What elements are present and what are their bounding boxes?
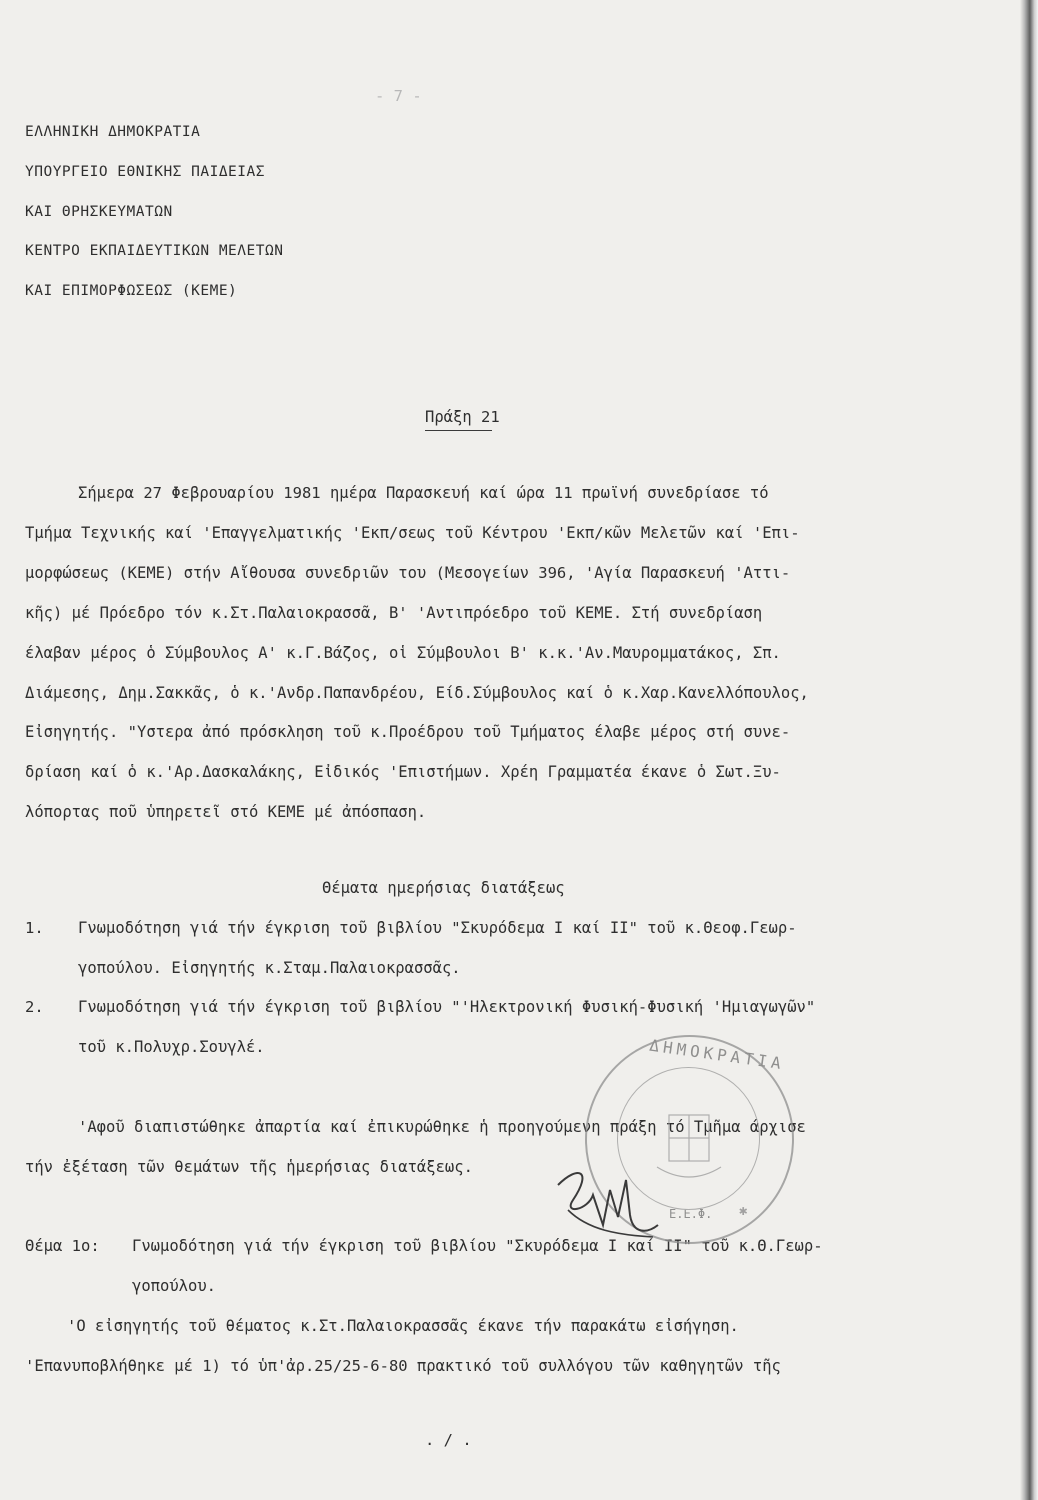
- intro-line-3: μορφώσεως (ΚΕΜΕ) στήν Αἴθουσα συνεδριῶν του (Μεσογείων 396, 'Αγία Παρασκευή 'Αττι-: [25, 564, 791, 582]
- quorum-line-1: 'Αφοῦ διαπιστώθηκε ἀπαρτία καί ἐπικυρώθηκε ἡ προηγούμενη πράξη τό Τμῆμα άρχισε: [78, 1118, 806, 1136]
- agenda-item-2-line-1: Γνωμοδότηση γιά τήν έγκριση τοῦ βιβλίου "'Ηλεκτρονική Φυσική-Φυσική 'Ημιαγωγῶν": [78, 998, 816, 1016]
- page-binding-edge: [1020, 0, 1038, 1500]
- signature-icon: [548, 1155, 668, 1245]
- header-line-4: ΚΕΝΤΡΟ ΕΚΠΑΙΔΕΥΤΙΚΩΝ ΜΕΛΕΤΩΝ: [25, 243, 284, 259]
- intro-line-7: Εἰσηγητής. "Υστερα ἀπό πρόσκληση τοῦ κ.Προέδρου τοῦ Τμήματος έλαβε μέρος στή συνε-: [25, 723, 791, 741]
- header-line-5: ΚΑΙ ΕΠΙΜΟΡΦΩΣΕΩΣ (ΚΕΜΕ): [25, 283, 238, 299]
- intro-line-5: έλαβαν μέρος ὁ Σύμβουλος Α' κ.Γ.Βάζος, οἱ Σύμβουλοι Β' κ.κ.'Αν.Μαυρομματάκος, Σπ.: [25, 644, 781, 662]
- continuation-mark: . / .: [425, 1431, 472, 1449]
- quorum-line-2: τήν ἐξέταση τῶν θεμάτων τῆς ἡμερήσιας διατάξεως.: [25, 1158, 473, 1176]
- intro-line-8: δρίαση καί ὁ κ.'Αρ.Δασκαλάκης, Εἰδικός 'Επιστήμων. Χρέη Γραμματέα έκανε ὁ Σωτ.Ξυ-: [25, 763, 781, 781]
- topic-1-label: Θέμα 1ο:: [25, 1237, 100, 1255]
- topic-1-line-1: Γνωμοδότηση γιά τήν έγκριση τοῦ βιβλίου "Σκυρόδεμα Ι καί ΙΙ" τοῦ κ.Θ.Γεωρ-: [132, 1237, 823, 1255]
- topic-1-line-2: γοπούλου.: [132, 1277, 216, 1295]
- closing-line-1: 'Ο εἰσηγητής τοῦ θέματος κ.Στ.Παλαιοκρασσᾶς έκανε τήν παρακάτω εἰσήγηση.: [67, 1317, 739, 1335]
- svg-text:✱: ✱: [739, 1203, 748, 1219]
- header-line-3: ΚΑΙ ΘΡΗΣΚΕΥΜΑΤΩΝ: [25, 204, 173, 220]
- intro-line-9: λόπορτας ποῦ ὑπηρετεῖ στό ΚΕΜΕ μέ ἀπόσπαση.: [25, 803, 427, 821]
- agenda-item-1-line-2: γοπούλου. Εἰσηγητής κ.Σταμ.Παλαιοκρασσᾶς.: [78, 959, 461, 977]
- agenda-item-2-line-2: τοῦ κ.Πολυχρ.Σουγλέ.: [78, 1038, 265, 1056]
- header-line-1: ΕΛΛΗΝΙΚΗ ΔΗΜΟΚΡΑΤΙΑ: [25, 124, 201, 140]
- agenda-item-2-num: 2.: [25, 998, 44, 1016]
- intro-line-2: Τμήμα Τεχνικής καί 'Επαγγελματικής 'Εκπ/σεως τοῦ Κέντρου 'Εκπ/κῶν Μελετῶν καί 'Επι-: [25, 524, 800, 542]
- agenda-heading: Θέματα ημερήσιας διατάξεως: [322, 879, 565, 897]
- intro-line-1: Σήμερα 27 Φεβρουαρίου 1981 ημέρα Παρασκευή καί ώρα 11 πρωϊνή συνεδρίασε τό: [78, 484, 769, 502]
- title-underline: [425, 430, 492, 431]
- closing-line-2: 'Επανυποβλήθηκε μέ 1) τό ὑπ'ἀρ.25/25-6-80 πρακτικό τοῦ συλλόγου τῶν καθηγητῶν τῆς: [25, 1357, 781, 1375]
- seal-bottom-text: Ε.Ε.Φ.: [669, 1207, 713, 1221]
- page-mark: - 7 -: [375, 87, 422, 105]
- intro-line-4: κῆς) μέ Πρόεδρο τόν κ.Στ.Παλαιοκρασσᾶ, Β' 'Αντιπρόεδρο τοῦ ΚΕΜΕ. Στή συνεδρίαση: [25, 604, 763, 622]
- agenda-item-1-line-1: Γνωμοδότηση γιά τήν έγκριση τοῦ βιβλίου "Σκυρόδεμα Ι καί ΙΙ" τοῦ κ.Θεοφ.Γεωρ-: [78, 919, 797, 937]
- document-title: Πράξη 21: [425, 408, 500, 426]
- seal-top-text: ΔΗΜΟΚΡΑΤΙΑ: [648, 1035, 786, 1074]
- header-line-2: ΥΠΟΥΡΓΕΙΟ ΕΘΝΙΚΗΣ ΠΑΙΔΕΙΑΣ: [25, 164, 265, 180]
- agenda-item-1-num: 1.: [25, 919, 44, 937]
- intro-line-6: Διάμεσης, Δημ.Σακκᾶς, ὁ κ.'Ανδρ.Παπανδρέου, Είδ.Σύμβουλος καί ὁ κ.Χαρ.Κανελλόπουλος,: [25, 684, 809, 702]
